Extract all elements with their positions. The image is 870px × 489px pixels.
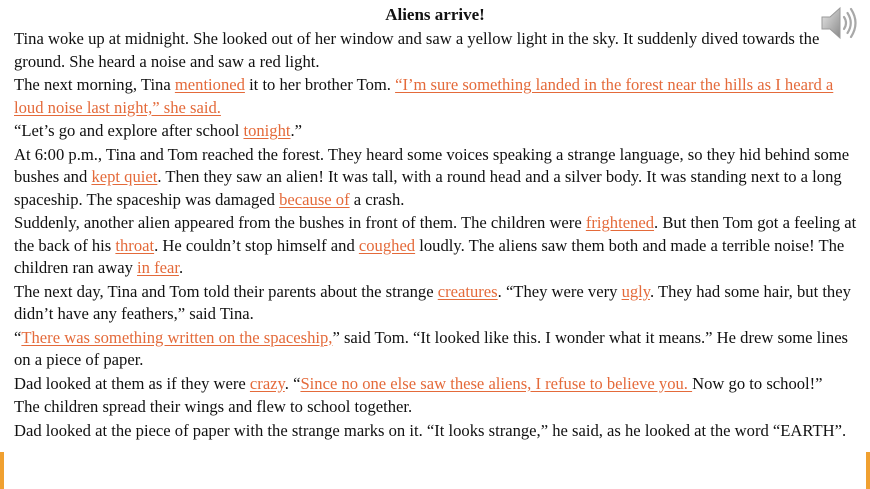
highlighted-phrase: “I’m sure something landed in the forest near the hills as I heard a loud noise last night,” she said. [14, 75, 834, 117]
text-segment: Dad looked at the piece of paper with the strange marks on it. “It looks strange,” he said, as he looked at the word “EARTH”. [14, 420, 847, 440]
text-segment: Dad looked at them as if they were [14, 373, 250, 393]
highlighted-phrase: creatures [437, 281, 498, 301]
highlighted-phrase: crazy [249, 373, 285, 393]
text-segment: The next morning, Tina [14, 75, 175, 94]
text-segment: At 6:00 p.m., Tina and Tom reached the forest. They heard some voices speaking a strange language, so they hid behind some bushes and [14, 144, 850, 186]
story-paragraph [14, 144, 860, 212]
page-title: Aliens arrive! [385, 5, 485, 24]
text-segment: . They had some hair, but they didn’t have any feathers,” said Tina. [14, 281, 851, 323]
text-segment: “ [14, 327, 22, 347]
story-paragraph [14, 281, 860, 326]
story-paragraph [14, 74, 860, 119]
text-segment: a crash. [349, 189, 405, 209]
story-paragraph [14, 327, 860, 372]
story-paragraph [14, 28, 860, 73]
highlighted-phrase: frightened [585, 213, 655, 232]
text-segment: . He couldn’t stop himself and [154, 235, 359, 255]
highlighted-phrase: Since no one else saw these aliens, I refuse to believe you. [300, 373, 693, 393]
story-paragraph [14, 373, 860, 396]
highlighted-phrase: mentioned [174, 75, 245, 94]
highlighted-phrase: in fear [137, 258, 179, 277]
story-paragraph [14, 212, 860, 280]
highlighted-phrase: tonight [243, 121, 291, 140]
highlighted-phrase: There was something written on the spaceship, [21, 327, 333, 347]
text-segment: it to her brother Tom. [244, 75, 396, 94]
story-paragraph [14, 396, 860, 419]
text-segment: .” [290, 121, 303, 140]
highlighted-phrase: coughed [358, 235, 416, 255]
text-segment: Suddenly, another alien appeared from the bushes in front of them. The children were [14, 213, 586, 232]
story-paragraph [14, 420, 860, 443]
highlighted-phrase: ugly [621, 281, 651, 301]
highlighted-phrase: kept quiet [91, 167, 158, 186]
text-segment: . Then they saw an alien! It was tall, with a round head and a silver body. It was standing next to a long spaceship. The spaceship was damaged [14, 167, 842, 209]
text-segment: Now go to school!” [692, 373, 823, 393]
text-segment: “Let’s go and explore after school [14, 121, 244, 140]
highlighted-phrase: throat [115, 235, 155, 255]
text-segment: . [178, 258, 184, 277]
story-paragraph [14, 120, 860, 143]
text-segment: loudly. The aliens saw them both and made a terrible noise! The children ran away [14, 235, 845, 277]
text-segment: ” said Tom. “It looked like this. I wonder what it means.” He drew some lines on a piece of paper. [14, 327, 849, 369]
text-segment: . But then Tom got a feeling at the back of his [14, 213, 857, 255]
text-segment: Tina woke up at midnight. She looked out of her window and saw a yellow light in the sky. It suddenly dived towards the ground. She heard a noise and saw a red light. [14, 29, 820, 71]
text-segment: . “They were very [497, 281, 622, 301]
highlighted-phrase: because of [279, 189, 350, 209]
text-segment: . “ [284, 373, 301, 393]
text-segment: The next day, Tina and Tom told their parents about the strange [14, 281, 438, 301]
right-edge-accent [866, 452, 870, 489]
story-text [14, 28, 860, 443]
left-edge-accent [0, 452, 4, 489]
text-segment: The children spread their wings and flew to school together. [14, 397, 413, 416]
